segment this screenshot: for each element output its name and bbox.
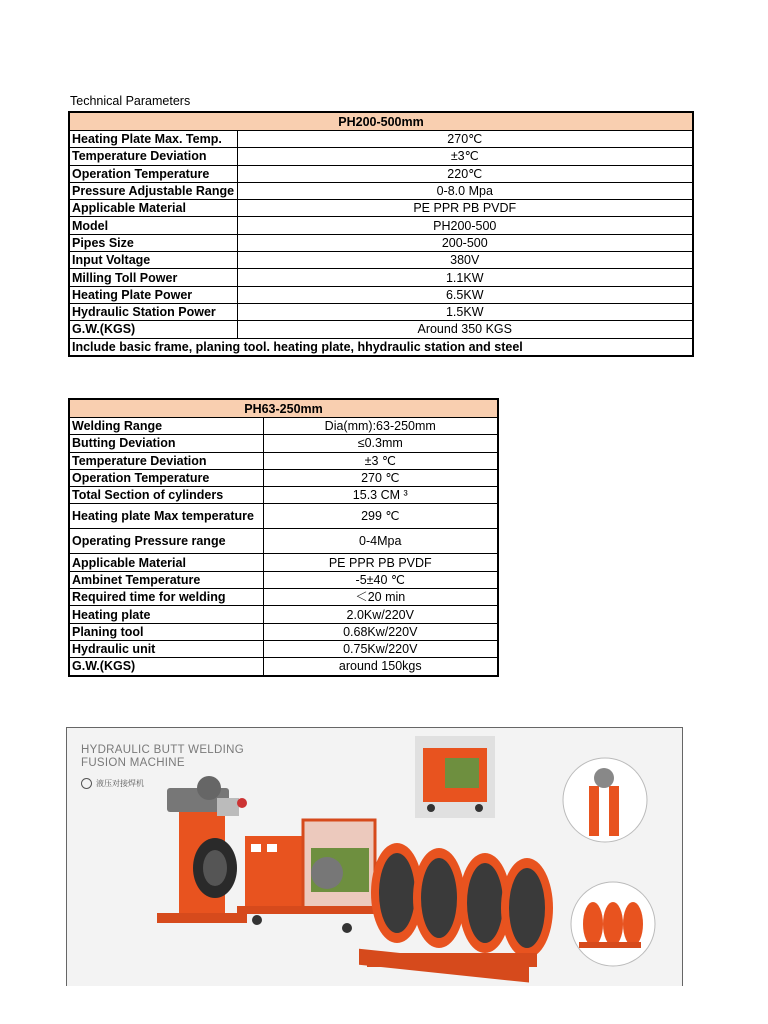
row-label: Welding Range xyxy=(69,418,263,435)
panel-title xyxy=(81,744,281,770)
row-label: Temperature Deviation xyxy=(69,148,237,165)
table-row xyxy=(69,589,498,606)
panel-subtitle: 液压对接焊机 xyxy=(96,779,144,788)
row-value: PH200-500 xyxy=(237,217,693,234)
row-value: 270 ℃ xyxy=(263,469,498,486)
row-value: 2.0Kw/220V xyxy=(263,606,498,623)
table-row xyxy=(69,452,498,469)
spec-table-ph200-500 xyxy=(68,111,694,357)
row-label: Heating plate Max temperature xyxy=(69,504,263,529)
table-row xyxy=(69,571,498,588)
row-label: Model xyxy=(69,217,237,234)
row-value: ＜20 min xyxy=(263,589,498,606)
row-label: Required time for welding xyxy=(69,589,263,606)
row-label: Milling Toll Power xyxy=(69,269,237,286)
row-label: Applicable Material xyxy=(69,554,263,571)
row-value: 0.68Kw/220V xyxy=(263,623,498,640)
panel-logo xyxy=(81,778,144,789)
table-row xyxy=(69,182,693,199)
row-value: 299 ℃ xyxy=(263,504,498,529)
row-label: Pipes Size xyxy=(69,234,237,251)
table-header: PH63-250mm xyxy=(69,399,498,418)
table-footer-note: Include basic frame, planing tool. heating plate, hhydraulic station and steel xyxy=(69,338,693,356)
table-row xyxy=(69,606,498,623)
row-value: 0.75Kw/220V xyxy=(263,640,498,657)
table-row xyxy=(69,658,498,676)
row-value: 1.5KW xyxy=(237,303,693,320)
row-label: Pressure Adjustable Range xyxy=(69,182,237,199)
row-label: Butting Deviation xyxy=(69,435,263,452)
table-row xyxy=(69,286,693,303)
table-row xyxy=(69,200,693,217)
row-value: 270℃ xyxy=(237,131,693,148)
table-row xyxy=(69,217,693,234)
table-row xyxy=(69,504,498,529)
table-row xyxy=(69,252,693,269)
product-photo-panel xyxy=(66,727,683,986)
row-value: ±3℃ xyxy=(237,148,693,165)
row-value: -5±40 ℃ xyxy=(263,571,498,588)
row-label: G.W.(KGS) xyxy=(69,658,263,676)
table-row xyxy=(69,234,693,251)
row-value: ±3 ℃ xyxy=(263,452,498,469)
main-frame-clamps xyxy=(359,843,553,983)
table-row xyxy=(69,165,693,182)
row-label: Operation Temperature xyxy=(69,165,237,182)
row-value: 380V xyxy=(237,252,693,269)
row-value: PE PPR PB PVDF xyxy=(237,200,693,217)
row-value: 0-4Mpa xyxy=(263,529,498,554)
row-label: Hydraulic Station Power xyxy=(69,303,237,320)
table-row xyxy=(69,321,693,338)
inset-planing-tool xyxy=(563,758,647,842)
row-value: 1.1KW xyxy=(237,269,693,286)
row-label: Temperature Deviation xyxy=(69,452,263,469)
row-label: Ambinet Temperature xyxy=(69,571,263,588)
row-value: PE PPR PB PVDF xyxy=(263,554,498,571)
table-row xyxy=(69,529,498,554)
row-label: Heating Plate Power xyxy=(69,286,237,303)
table-row xyxy=(69,418,498,435)
row-label: Operating Pressure range xyxy=(69,529,263,554)
table-row xyxy=(69,469,498,486)
row-value: Dia(mm):63-250mm xyxy=(263,418,498,435)
inset-hydraulic-station xyxy=(415,736,495,818)
brand-logo-icon xyxy=(81,778,92,789)
row-value: Around 350 KGS xyxy=(237,321,693,338)
table-row xyxy=(69,303,693,320)
hydraulic-station xyxy=(237,820,387,933)
table-row xyxy=(69,640,498,657)
row-value: 200-500 xyxy=(237,234,693,251)
inset-frame xyxy=(571,882,655,966)
spec-table-ph63-250 xyxy=(68,398,499,677)
row-value: 6.5KW xyxy=(237,286,693,303)
panel-title-line2: FUSION MACHINE xyxy=(81,757,185,769)
row-value: 0-8.0 Mpa xyxy=(237,182,693,199)
table-row xyxy=(69,623,498,640)
row-label: G.W.(KGS) xyxy=(69,321,237,338)
planing-tool-unit xyxy=(157,776,247,923)
row-value: around 150kgs xyxy=(263,658,498,676)
row-label: Heating plate xyxy=(69,606,263,623)
row-label: Planing tool xyxy=(69,623,263,640)
row-label: Applicable Material xyxy=(69,200,237,217)
table-row xyxy=(69,148,693,165)
row-value: ≤0.3mm xyxy=(263,435,498,452)
table-row xyxy=(69,554,498,571)
table-header: PH200-500mm xyxy=(69,112,693,131)
row-label: Heating Plate Max. Temp. xyxy=(69,131,237,148)
row-value: 15.3 CM ³ xyxy=(263,487,498,504)
table-row xyxy=(69,131,693,148)
table-row xyxy=(69,269,693,286)
table-row xyxy=(69,435,498,452)
row-value: 220℃ xyxy=(237,165,693,182)
table-row xyxy=(69,487,498,504)
section-title: Technical Parameters xyxy=(70,94,191,108)
row-label: Total Section of cylinders xyxy=(69,487,263,504)
row-label: Operation Temperature xyxy=(69,469,263,486)
panel-title-line1: HYDRAULIC BUTT WELDING xyxy=(81,744,244,756)
row-label: Input Voltage xyxy=(69,252,237,269)
row-label: Hydraulic unit xyxy=(69,640,263,657)
